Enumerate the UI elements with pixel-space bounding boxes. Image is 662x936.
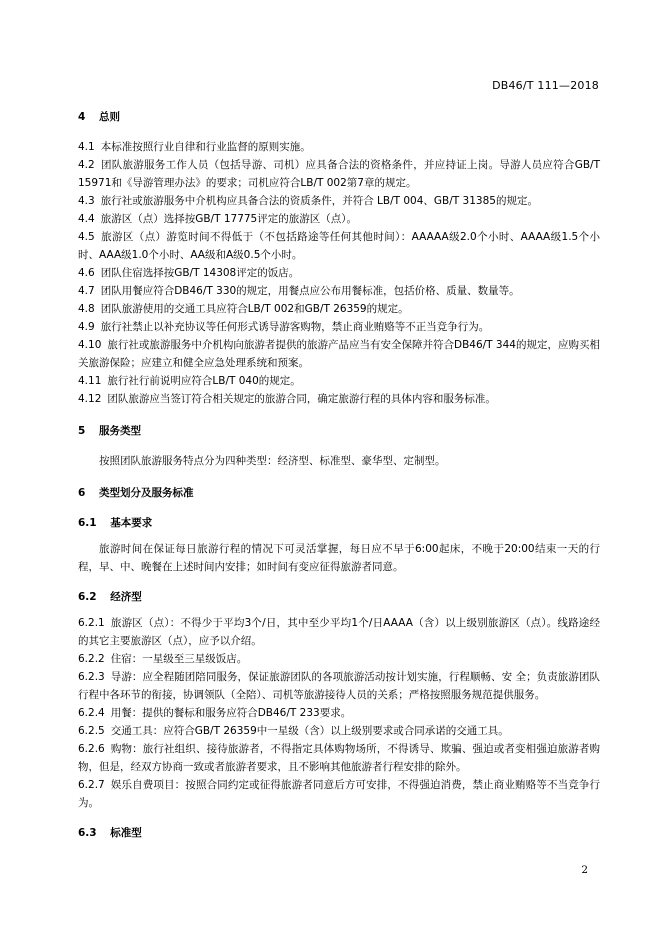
clause-number: 6.2.5 [78,725,105,737]
clause-number: 4.5 [78,231,95,243]
clause [78,156,600,192]
clause-text: 旅游区（点）选择按GB/T 17775评定的旅游区（点）。 [100,213,357,225]
clause [78,740,600,776]
clause-number: 4.3 [78,195,95,207]
clause-number: 6.2.4 [78,707,105,719]
section-title: 类型划分及服务标准 [98,487,194,499]
clause-number: 4.2 [78,159,95,171]
clause-text: 旅行社或旅游服务中介机构向旅游者提供的旅游产品应当有安全保障并符合DB46/T 344的规定，应购买相关旅游保险；应建立和健全应急处理系统和预案。 [78,339,600,369]
clause-number: 6.2.6 [78,743,105,755]
subsection-heading-6-1 [78,514,600,532]
clause [78,650,600,668]
document-body [78,104,600,850]
clause-text: 旅游区（点）：不得少于平均3个/日，其中至少平均1个/日AAAA（含）以上级别旅游区（点）。线路途经的其它主要旅游区（点），应予以介绍。 [78,617,600,647]
clause-number: 6.2.7 [78,779,105,791]
section-number: 5 [78,425,86,437]
section-heading-6 [78,484,600,502]
clause-number: 6.2.2 [78,653,105,665]
clause-number: 4.1 [78,141,95,153]
clause [78,228,600,264]
subsection-heading-6-3 [78,824,600,842]
section-title: 总则 [98,111,120,123]
section-title: 服务类型 [98,425,141,437]
clause-text: 本标准按照行业自律和行业监督的原则实施。 [100,141,311,153]
clause-text: 旅行社或旅游服务中介机构应具备合法的资质条件，并符合 LB/T 004、GB/T 31385的规定。 [100,195,538,207]
clause [78,300,600,318]
subsection-number: 6.2 [78,591,97,603]
clause [78,282,600,300]
clause-text: 娱乐自费项目：按照合同约定或征得旅游者同意后方可安排，不得强迫消费，禁止商业贿赂等不当竞争行为。 [78,779,600,809]
clause-text: 购物：旅行社组织、接待旅游者，不得指定具体购物场所，不得诱导、欺骗、强迫或者变相强迫旅游者购物，但是，经双方协商一致或者旅游者要求，且不影响其他旅游者行程安排的除外。 [78,743,600,773]
subsection-number: 6.3 [78,827,97,839]
subsection-6-1-paragraph: 旅游时间在保证每日旅游行程的情况下可灵活掌握，每日应不早于6:00起床，不晚于20:00结束一天的行程，早、中、晚餐在上述时间内安排；如时间有变应征得旅游者同意。 [78,543,600,573]
clause-number: 4.6 [78,267,95,279]
clause [78,336,600,372]
page-number: 2 [581,864,588,876]
clause-text: 旅游区（点）游览时间不得低于（不包括路途等任何其他时间）：AAAAA级2.0个小时、AAAA级1.5个小时、AAA级1.0个小时、AA级和A级0.5个小时。 [78,231,600,261]
clause [78,776,600,812]
section-number: 4 [78,111,86,123]
subsection-heading-6-2 [78,588,600,606]
section-number: 6 [78,487,86,499]
clause-number: 4.7 [78,285,95,297]
clause-text: 旅行社禁止以补充协议等任何形式诱导游客购物，禁止商业贿赂等不正当竞争行为。 [100,321,490,333]
clause-text: 用餐：提供的餐标和服务应符合DB46/T 233要求。 [110,707,352,719]
clause-number: 4.8 [78,303,95,315]
subsection-number: 6.1 [78,517,97,529]
clause [78,372,600,390]
clause-text: 住宿：一星级至三星级饭店。 [110,653,248,665]
subsection-title: 经济型 [110,591,142,603]
clause [78,318,600,336]
subsection-title: 标准型 [110,827,142,839]
clause-number: 4.10 [78,339,102,351]
clause [78,722,600,740]
clause-number: 4.12 [78,393,102,405]
clause [78,210,600,228]
clause-number: 6.2.3 [78,671,105,683]
clause-text: 团队旅游服务工作人员（包括导游、司机）应具备合法的资格条件，并应持证上岗。导游人员应符合GB/T 15971和《导游管理办法》的要求；司机应符合LB/T 002第7章的规定。 [78,159,600,189]
clause-text: 导游：应全程随团陪同服务，保证旅游团队的各项旅游活动按计划实施，行程顺畅、安 全；负责旅游团队行程中各环节的衔接，协调领队（全陪）、司机等旅游接待人员的关系；严格按照服务规范提供服务。 [78,671,600,701]
clause-text: 团队住宿选择按GB/T 14308评定的饭店。 [100,267,300,279]
clause-list-6-2 [78,614,600,812]
section-5-paragraph: 按照团队旅游服务特点分为四种类型：经济型、标准型、豪华型、定制型。 [99,455,446,467]
section-heading-5 [78,422,600,440]
section-heading-4 [78,108,600,126]
clause [78,264,600,282]
clause-number: 4.11 [78,375,102,387]
clause [78,614,600,650]
clause-list-4 [78,138,600,408]
clause-text: 旅行社行前说明应符合LB/T 040的规定。 [107,375,301,387]
clause-text: 团队用餐应符合DB46/T 330的规定，用餐点应公布用餐标准，包括价格、质量、数量等。 [100,285,520,297]
clause [78,192,600,210]
clause-number: 6.2.1 [78,617,105,629]
clause-text: 团队旅游使用的交通工具应符合LB/T 002和GB/T 26359的规定。 [100,303,409,315]
subsection-title: 基本要求 [110,517,153,529]
clause [78,138,600,156]
standard-code: DB46/T 111—2018 [492,79,599,92]
clause [78,390,600,408]
clause-text: 交通工具：应符合GB/T 26359中一星级（含）以上级别要求或合同承诺的交通工具。 [110,725,509,737]
clause-number: 4.9 [78,321,95,333]
clause-text: 团队旅游应当签订符合相关规定的旅游合同，确定旅游行程的具体内容和服务标准。 [107,393,496,405]
clause [78,668,600,704]
clause-number: 4.4 [78,213,95,225]
clause [78,704,600,722]
